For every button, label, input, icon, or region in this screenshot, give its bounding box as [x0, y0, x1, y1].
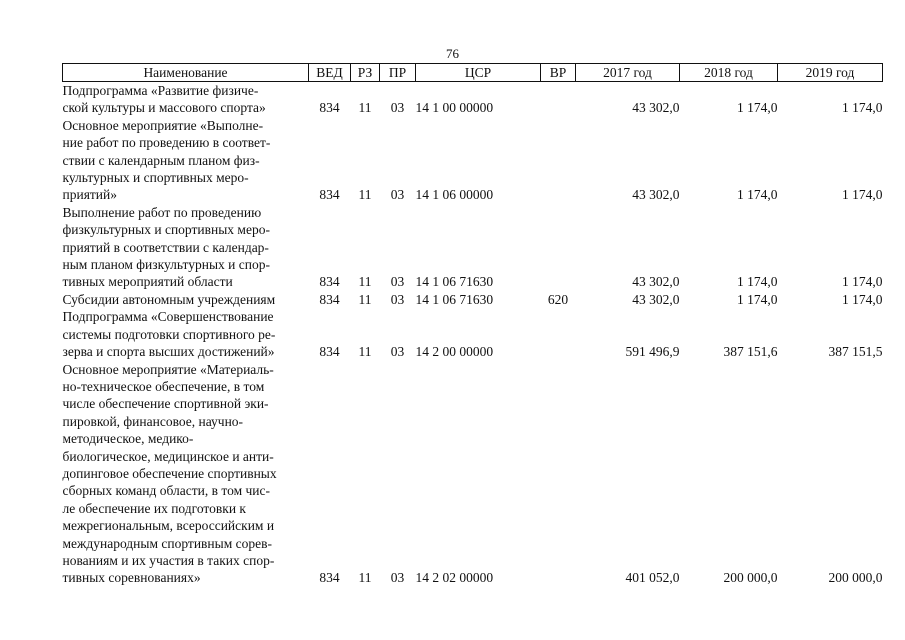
row-name-line: допинговое обеспечение спортивных: [62, 465, 277, 481]
row-amount-2019: 387 151,5: [828, 344, 883, 360]
row-pr: 03: [390, 291, 405, 307]
row-name-line: системы подготовки спортивного ре-: [62, 326, 276, 342]
table-row: [63, 204, 883, 291]
row-rz: 11: [358, 344, 372, 360]
row-name-line: числе обеспечение спортивной эки-: [62, 396, 269, 412]
header-ved: ВЕД: [309, 64, 351, 82]
row-name-line: методическое, медико-: [62, 431, 194, 447]
row-rz: 11: [358, 570, 372, 586]
row-name-line: приятий»: [62, 187, 118, 203]
row-ved: 834: [319, 274, 340, 290]
row-csr: 14 1 06 00000: [415, 187, 494, 203]
row-csr: 14 2 00 00000: [415, 344, 494, 360]
row-name-line: ствии с календарным планом физ-: [62, 152, 260, 168]
row-name-line: ным планом физкультурных и спор-: [62, 257, 270, 273]
row-rz: 11: [358, 100, 372, 116]
row-name-line: зерва и спорта высших достижений»: [62, 344, 275, 360]
row-amount-2018: 1 174,0: [737, 274, 778, 290]
row-ved: 834: [319, 570, 340, 586]
row-amount-2017: 43 302,0: [632, 274, 680, 290]
row-pr: 03: [390, 187, 405, 203]
header-vr: ВР: [541, 64, 576, 82]
row-name-line: тивных мероприятий области: [62, 274, 233, 290]
row-amount-2018: 200 000,0: [723, 570, 778, 586]
row-name-line: международным спортивным сорев-: [62, 535, 272, 551]
row-name: [63, 117, 309, 204]
row-ved: 834: [319, 187, 340, 203]
row-name: [63, 82, 309, 117]
row-name-line: межрегиональным, всероссийским и: [62, 518, 275, 534]
header-2017: 2017 год: [576, 64, 680, 82]
row-amount-2018: 387 151,6: [723, 344, 778, 360]
header-2019: 2019 год: [778, 64, 883, 82]
header-rz: РЗ: [351, 64, 380, 82]
row-name: [63, 361, 309, 587]
table-row: [63, 291, 883, 308]
table-header-row: [63, 64, 883, 82]
page-number: 76: [446, 46, 459, 61]
row-name-line: ле обеспечение их подготовки к: [62, 500, 246, 516]
row-rz: 11: [358, 291, 372, 307]
table-body: [63, 82, 883, 587]
row-ved: 834: [319, 344, 340, 360]
row-name-line: Подпрограмма «Совершенствование: [62, 309, 274, 325]
row-name-line: Выполнение работ по проведению: [62, 204, 262, 220]
row-rz: 11: [358, 187, 372, 203]
row-ved: 834: [319, 100, 340, 116]
row-amount-2019: 1 174,0: [842, 187, 883, 203]
row-pr: 03: [390, 344, 405, 360]
header-2018: 2018 год: [680, 64, 778, 82]
row-csr: 14 1 06 71630: [415, 291, 494, 307]
row-name-line: приятий в соответствии с календар-: [62, 239, 269, 255]
budget-table: [62, 63, 883, 587]
row-vr: [541, 308, 576, 360]
row-csr: 14 2 02 00000: [415, 570, 494, 586]
row-amount-2018: 1 174,0: [737, 187, 778, 203]
table-row: [63, 82, 883, 117]
row-rz: 11: [358, 274, 372, 290]
row-amount-2019: 1 174,0: [842, 100, 883, 116]
table-row: [63, 117, 883, 204]
row-pr: 03: [390, 100, 405, 116]
row-name-line: ской культуры и массового спорта»: [62, 100, 266, 116]
row-amount-2017: 43 302,0: [632, 291, 680, 307]
header-pr: ПР: [380, 64, 416, 82]
row-name-line: физкультурных и спортивных меро-: [62, 222, 270, 238]
row-name-line: Субсидии автономным учреждениям: [62, 291, 276, 307]
row-ved: 834: [319, 291, 340, 307]
row-amount-2019: 1 174,0: [842, 291, 883, 307]
row-pr: 03: [390, 570, 405, 586]
row-amount-2018: 1 174,0: [737, 100, 778, 116]
table-row: [63, 361, 883, 587]
row-name: [63, 204, 309, 291]
row-amount-2017: 43 302,0: [632, 100, 680, 116]
row-name-line: нованиям и их участия в таких спор-: [62, 552, 275, 568]
row-vr: [541, 204, 576, 291]
row-vr: [541, 117, 576, 204]
row-amount-2017: 591 496,9: [625, 344, 680, 360]
row-name-line: тивных соревнованиях»: [62, 570, 201, 586]
row-name-line: Основное мероприятие «Выполне-: [62, 117, 264, 133]
row-name-line: сборных команд области, в том чис-: [62, 483, 270, 499]
row-vr: [541, 361, 576, 587]
row-name-line: биологическое, медицинское и анти-: [62, 448, 274, 464]
row-vr: [541, 82, 576, 117]
row-amount-2019: 1 174,0: [842, 274, 883, 290]
row-amount-2019: 200 000,0: [828, 570, 883, 586]
row-name-line: культурных и спортивных меро-: [62, 170, 249, 186]
row-csr: 14 1 06 71630: [415, 274, 494, 290]
row-amount-2017: 401 052,0: [625, 570, 680, 586]
header-csr: ЦСР: [416, 64, 541, 82]
row-csr: 14 1 00 00000: [415, 100, 494, 116]
row-name-line: Подпрограмма «Развитие физиче-: [62, 83, 259, 98]
row-name-line: Основное мероприятие «Материаль-: [62, 361, 274, 377]
row-amount-2017: 43 302,0: [632, 187, 680, 203]
header-name: Наименование: [63, 64, 309, 82]
row-name-line: но-техническое обеспечение, в том: [62, 378, 265, 394]
row-name: [63, 308, 309, 360]
row-name-line: ние работ по проведению в соответ-: [62, 135, 271, 151]
table-row: [63, 308, 883, 360]
row-name: [63, 291, 309, 308]
row-name-line: пировкой, финансовое, научно-: [62, 413, 244, 429]
row-pr: 03: [390, 274, 405, 290]
row-vr: 620: [547, 291, 569, 307]
row-amount-2018: 1 174,0: [737, 291, 778, 307]
